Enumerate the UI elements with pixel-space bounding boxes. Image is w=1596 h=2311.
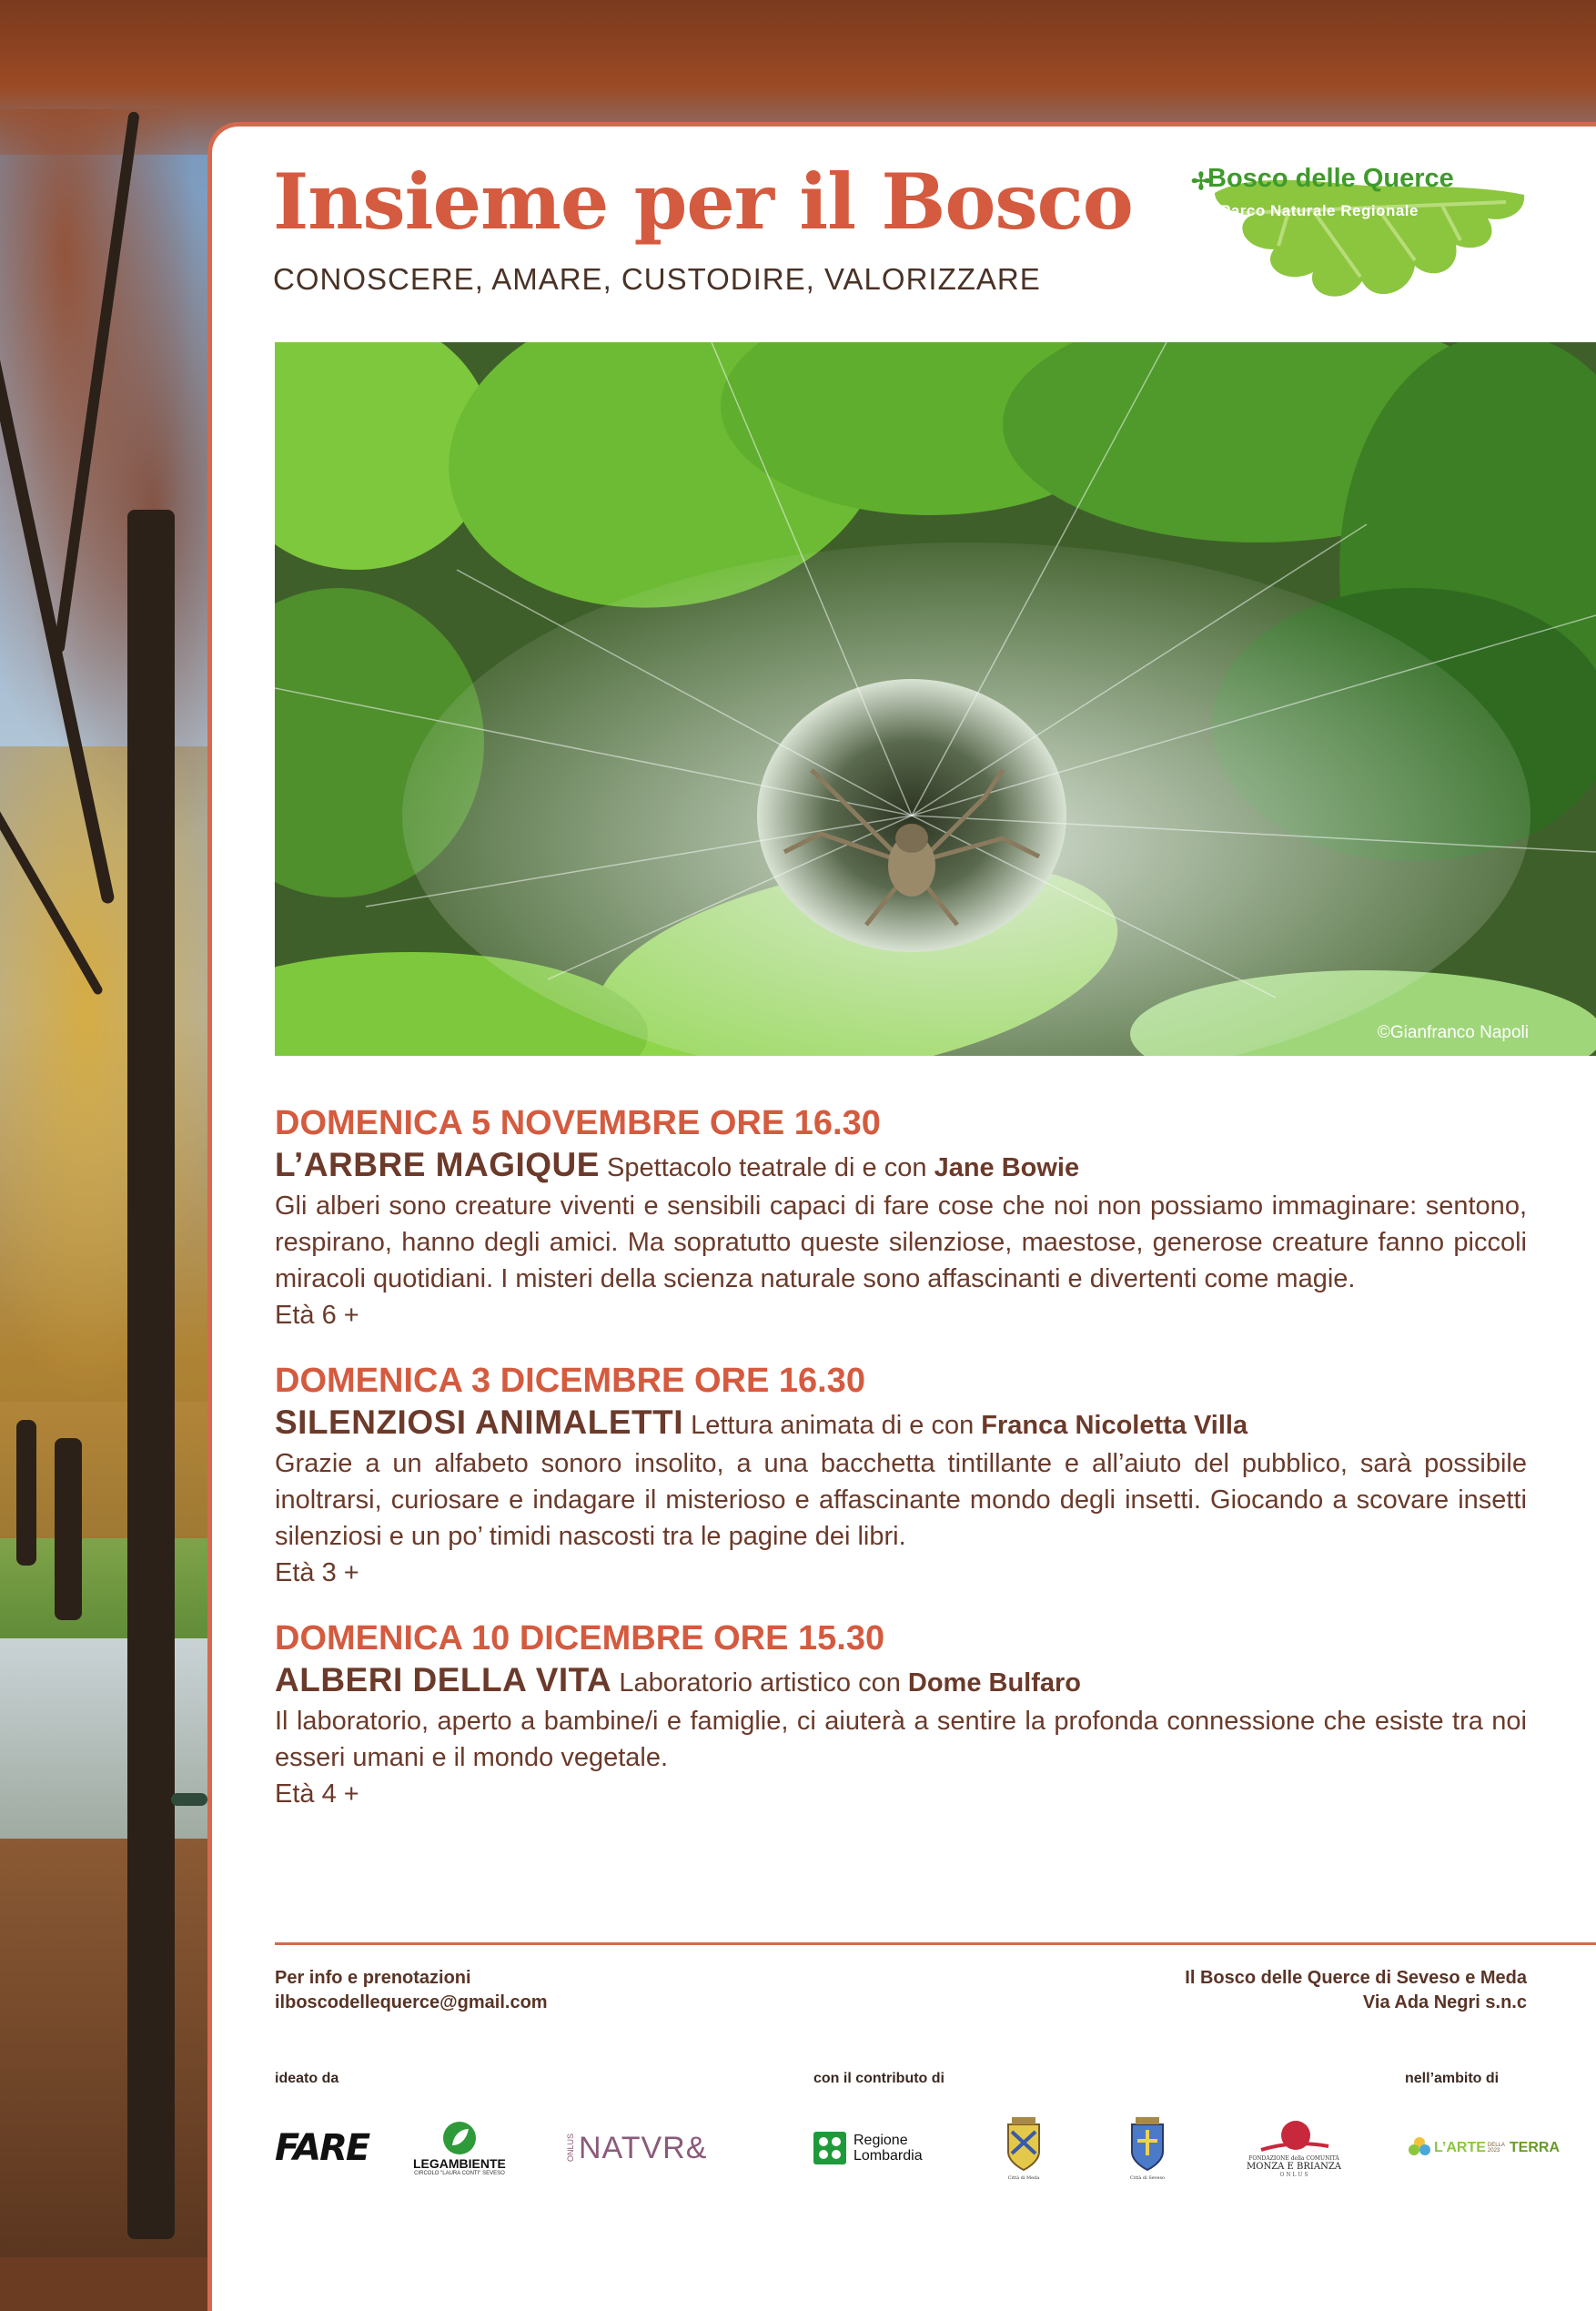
- arte-prefix: L’ARTE: [1434, 2140, 1486, 2155]
- footer-divider: [275, 1942, 1596, 1945]
- bg-leaf-litter: [0, 1839, 218, 2257]
- event-type: Lettura animata di e con: [691, 1411, 975, 1440]
- event-item: [275, 1617, 1527, 1812]
- label-contributo: con il contributo di: [813, 2071, 944, 2086]
- events-list: [275, 1101, 1527, 1838]
- natura-logo-text: NATVR&: [579, 2130, 708, 2165]
- legambiente-name: LEGAMBIENTE: [413, 2156, 506, 2171]
- tree-trunk: [16, 1420, 36, 1566]
- event-date: DOMENICA 5 NOVEMBRE ORE 16.30: [275, 1104, 881, 1142]
- fondazione-line1: FONDAZIONE della COMUNITÀ: [1248, 2154, 1339, 2162]
- info-label: Per info e prenotazioni: [275, 1968, 471, 1988]
- fondazione-line3: O N L U S: [1279, 2171, 1308, 2178]
- citta-di-meda-crest: [1001, 2112, 1046, 2184]
- event-heading: [275, 1145, 1527, 1188]
- fondazione-swirl-icon: [1258, 2119, 1330, 2155]
- event-date: DOMENICA 10 DICEMBRE ORE 15.30: [275, 1619, 885, 1657]
- regione-line2: Lombardia: [854, 2148, 923, 2164]
- fondazione-line2: MONZA E BRIANZA: [1247, 2161, 1341, 2172]
- tree-trunk: [55, 1438, 82, 1620]
- bg-autumn-foliage: [0, 109, 218, 837]
- event-description: Il laboratorio, aperto a bambine/i e famiglie, ci aiuterà a sentire la profonda connessione che esiste tra noi esseri umani e il mondo vegetale.: [275, 1707, 1527, 1772]
- event-author: Franca Nicoletta Villa: [981, 1411, 1248, 1440]
- arte-suffix: TERRA: [1509, 2140, 1560, 2155]
- seveso-label: Città di Seveso: [1129, 2175, 1166, 2181]
- tree-trunk: [127, 510, 175, 2239]
- event-age: Età 4 +: [275, 1779, 359, 1809]
- regione-lombardia-icon: [813, 2132, 846, 2164]
- hero-photo-spider-web: [275, 342, 1596, 1056]
- meda-crest-icon: [1001, 2115, 1046, 2175]
- label-ideato-da: ideato da: [275, 2071, 339, 2086]
- event-date: DOMENICA 3 DICEMBRE ORE 16.30: [275, 1362, 865, 1400]
- event-description: Grazie a un alfabeto sonoro insolito, a una bacchetta tintillante e all’aiuto del pubblico, sarà possibile inoltrarsi, curiosare e indagare il misterioso e affascinante mondo degli insetti. Giocando a scovare insetti silenziosi e un po’ timidi nascosti tra le pagine dei libri.: [275, 1449, 1527, 1551]
- park-bench: [171, 1793, 207, 1806]
- contact-email[interactable]: ilboscodellequerce@gmail.com: [275, 1992, 548, 2012]
- regione-lombardia-text: [854, 2133, 923, 2164]
- meda-label: Città di Meda: [1007, 2175, 1040, 2181]
- bg-yellow-foliage: [0, 746, 218, 1402]
- seveso-crest-icon: [1125, 2115, 1170, 2175]
- citta-di-seveso-crest: [1125, 2112, 1170, 2184]
- regione-lombardia-logo: [813, 2112, 923, 2184]
- venue-name: Il Bosco delle Querce di Seveso e Meda: [1185, 1968, 1527, 1988]
- event-title: ALBERI DELLA VITA: [275, 1661, 612, 1698]
- natura-onlus-logo: [566, 2112, 707, 2184]
- page-subtitle: CONOSCERE, AMARE, CUSTODIRE, VALORIZZARE: [273, 262, 1041, 296]
- fare-logo: [275, 2112, 369, 2184]
- event-description: Gli alberi sono creature viventi e sensibili capaci di fare cose che noi non possiamo immaginare: sentono, respirano, hanno degli amici. Ma sopratutto queste silenziose, maestose, generose creature fanno piccoli miracoli quotidiani. I misteri della scienza naturale sono affascinanti e divertenti come magie.: [275, 1191, 1527, 1293]
- arte-middle: DELLA 2023: [1487, 2143, 1505, 2154]
- event-author: Dome Bulfaro: [907, 1668, 1082, 1698]
- natura-onlus-prefix: ONLUS: [566, 2134, 575, 2163]
- legambiente-logo: [413, 2112, 506, 2184]
- fondazione-monza-brianza-logo: [1247, 2112, 1341, 2184]
- event-age: Età 3 +: [275, 1558, 359, 1587]
- event-author: Jane Bowie: [934, 1153, 1080, 1182]
- venue-address: Via Ada Negri s.n.c: [1362, 1992, 1527, 2012]
- event-heading: [275, 1660, 1527, 1703]
- event-type: Laboratorio artistico con: [619, 1668, 901, 1698]
- fare-logo-text: FARE: [275, 2127, 369, 2169]
- event-age: Età 6 +: [275, 1301, 359, 1330]
- bosco-delle-querce-logo: [1187, 158, 1533, 313]
- arte-terra-flower-icon: [1407, 2135, 1432, 2161]
- photo-credit: ©Gianfranco Napoli: [1377, 1023, 1529, 1042]
- event-type: Spettacolo teatrale di e con: [607, 1153, 927, 1182]
- label-ambito: nell’ambito di: [1405, 2071, 1500, 2086]
- event-item: [275, 1101, 1527, 1333]
- page-title: Insieme per il Bosco: [273, 157, 1133, 247]
- venue-info: [1185, 1966, 1527, 2015]
- event-title: SILENZIOSI ANIMALETTI: [275, 1404, 684, 1441]
- arte-della-terra-logo: [1407, 2112, 1560, 2184]
- logo-name: Bosco delle Querce: [1207, 164, 1454, 193]
- event-title: L’ARBRE MAGIQUE: [275, 1146, 600, 1183]
- bg-frosted-lawn: [0, 1638, 218, 1848]
- logo-subtitle: Parco Naturale Regionale: [1220, 202, 1419, 219]
- legambiente-leaf-icon: [441, 2120, 478, 2156]
- spider-web-illustration: [275, 342, 1596, 1056]
- svg-text:✢: ✢: [1191, 167, 1211, 195]
- contact-info: [275, 1966, 548, 2015]
- regione-line1: Regione: [854, 2133, 908, 2148]
- event-heading: [275, 1403, 1527, 1445]
- event-item: [275, 1359, 1527, 1591]
- legambiente-sub: CIRCOLO "LAURA CONTI" SEVESO: [414, 2171, 505, 2176]
